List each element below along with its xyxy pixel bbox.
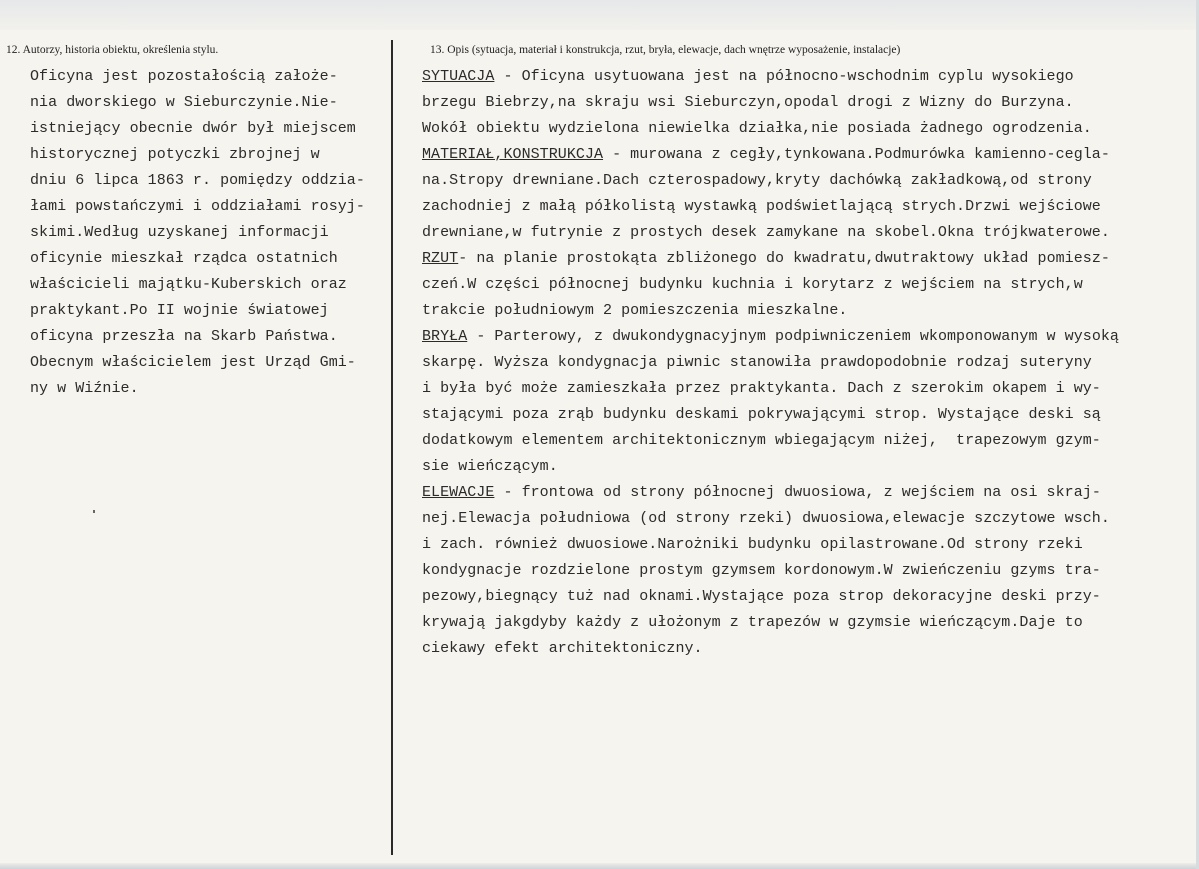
description-line	[422, 480, 1192, 506]
line-text: kondygnacje rozdzielone prostym gzymsem kordonowym.W zwieńczeniu gzyms tra-	[422, 562, 1101, 579]
history-line: Oficyna jest pozostałością założe-	[30, 68, 338, 85]
line-text: i zach. również dwuosiowe.Narożniki budynku opilastrowane.Od strony rzeki	[422, 536, 1083, 553]
description-line	[422, 194, 1192, 220]
description-line	[422, 428, 1192, 454]
section-label: RZUT	[422, 250, 459, 267]
line-text: sie wieńczącym.	[422, 458, 558, 475]
line-text: i była być może zamieszkała przez praktykanta. Dach z szerokim okapem i wy-	[422, 380, 1101, 397]
history-line: dniu 6 lipca 1863 r. pomiędzy oddzia-	[30, 172, 365, 189]
section-label: MATERIAŁ,KONSTRUKCJA	[422, 146, 604, 163]
description-line	[422, 350, 1192, 376]
line-text: na.Stropy drewniane.Dach czterospadowy,kryty dachówką zakładkową,od strony	[422, 172, 1092, 189]
description-line	[422, 64, 1192, 90]
description-line	[422, 298, 1192, 324]
ink-speck	[93, 510, 95, 513]
description-line	[422, 272, 1192, 298]
line-text: brzegu Biebrzy,na skraju wsi Sieburczyn,opodal drogi z Wizny do Burzyna.	[422, 94, 1074, 111]
line-text: dodatkowym elementem architektonicznym wbiegającym niżej, trapezowym gzym-	[422, 432, 1101, 449]
description-line	[422, 506, 1192, 532]
section-13-header: 13. Opis (sytuacja, materiał i konstrukcja, rzut, bryła, elewacje, dach wnętrze wyposażenie, instalacje)	[430, 44, 901, 56]
history-line: nia dworskiego w Sieburczynie.Nie-	[30, 94, 338, 111]
line-text: - frontowa od strony północnej dwuosiowa, z wejściem na osi skraj-	[494, 484, 1101, 501]
line-text: zachodniej z małą półkolistą wystawką podświetlającą strych.Drzwi wejściowe	[422, 198, 1101, 215]
line-text: stającymi poza zrąb budynku deskami pokrywającymi strop. Wystające deski są	[422, 406, 1101, 423]
description-line	[422, 636, 1192, 662]
description-line	[422, 90, 1192, 116]
description-line	[422, 610, 1192, 636]
history-line: oficynie mieszkał rządca ostatnich	[30, 250, 338, 267]
line-text: ciekawy efekt architektoniczny.	[422, 640, 703, 657]
line-text: nej.Elewacja południowa (od strony rzeki) dwuosiowa,elewacje szczytowe wsch.	[422, 510, 1110, 527]
line-text: skarpę. Wyższa kondygnacja piwnic stanowiła prawdopodobnie rodzaj suteryny	[422, 354, 1092, 371]
line-text: krywają jakgdyby każdy z ułożonym z trapezów w gzymsie wieńczącym.Daje to	[422, 614, 1083, 631]
description-line	[422, 116, 1192, 142]
line-text: drewniane,w futrynie z prostych desek zamykane na skobel.Okna trójkwaterowe.	[422, 224, 1110, 241]
description-line	[422, 376, 1192, 402]
line-text: Wokół obiektu wydzielona niewielka działka,nie posiada żadnego ogrodzenia.	[422, 120, 1092, 137]
history-line: ny w Wiźnie.	[30, 380, 139, 397]
history-line: oficyna przeszła na Skarb Państwa.	[30, 328, 338, 345]
history-line: praktykant.Po II wojnie światowej	[30, 302, 329, 319]
line-text: - Oficyna usytuowana jest na północno-wschodnim cyplu wysokiego	[494, 68, 1074, 85]
line-text: trakcie południowym 2 pomieszczenia mieszkalne.	[422, 302, 848, 319]
description-line	[422, 168, 1192, 194]
paper-bottom-edge	[0, 863, 1199, 869]
description-line	[422, 220, 1192, 246]
description-line	[422, 142, 1192, 168]
history-line: historycznej potyczki zbrojnej w	[30, 146, 320, 163]
paper-top-edge	[0, 0, 1199, 30]
description-line	[422, 324, 1192, 350]
history-line: Obecnym właścicielem jest Urząd Gmi-	[30, 354, 356, 371]
column-divider	[391, 40, 393, 855]
history-line: właścicieli majątku-Kuberskich oraz	[30, 276, 347, 293]
section-label: SYTUACJA	[422, 68, 495, 85]
line-text: - murowana z cegły,tynkowana.Podmurówka kamienno-cegla-	[603, 146, 1110, 163]
line-text: - na planie prostokąta zbliżonego do kwadratu,dwutraktowy układ pomiesz-	[458, 250, 1110, 267]
description-line	[422, 454, 1192, 480]
section-label: ELEWACJE	[422, 484, 495, 501]
history-line: łami powstańczymi i oddziałami rosyj-	[30, 198, 365, 215]
line-text: czeń.W części północnej budynku kuchnia i korytarz z wejściem na strych,w	[422, 276, 1083, 293]
description-text-column	[422, 64, 1192, 662]
description-line	[422, 558, 1192, 584]
history-line: skimi.Według uzyskanej informacji	[30, 224, 329, 241]
description-line	[422, 584, 1192, 610]
line-text: pezowy,biegnący tuż nad oknami.Wystające poza strop dekoracyjne deski przy-	[422, 588, 1101, 605]
line-text: - Parterowy, z dwukondygnacyjnym podpiwniczeniem wkomponowanym w wysoką	[467, 328, 1119, 345]
description-line	[422, 402, 1192, 428]
history-line: istniejący obecnie dwór był miejscem	[30, 120, 356, 137]
history-text-column	[30, 64, 390, 402]
description-line	[422, 532, 1192, 558]
section-12-header: 12. Autorzy, historia obiektu, określenia stylu.	[6, 44, 219, 56]
section-label: BRYŁA	[422, 328, 468, 345]
description-line	[422, 246, 1192, 272]
